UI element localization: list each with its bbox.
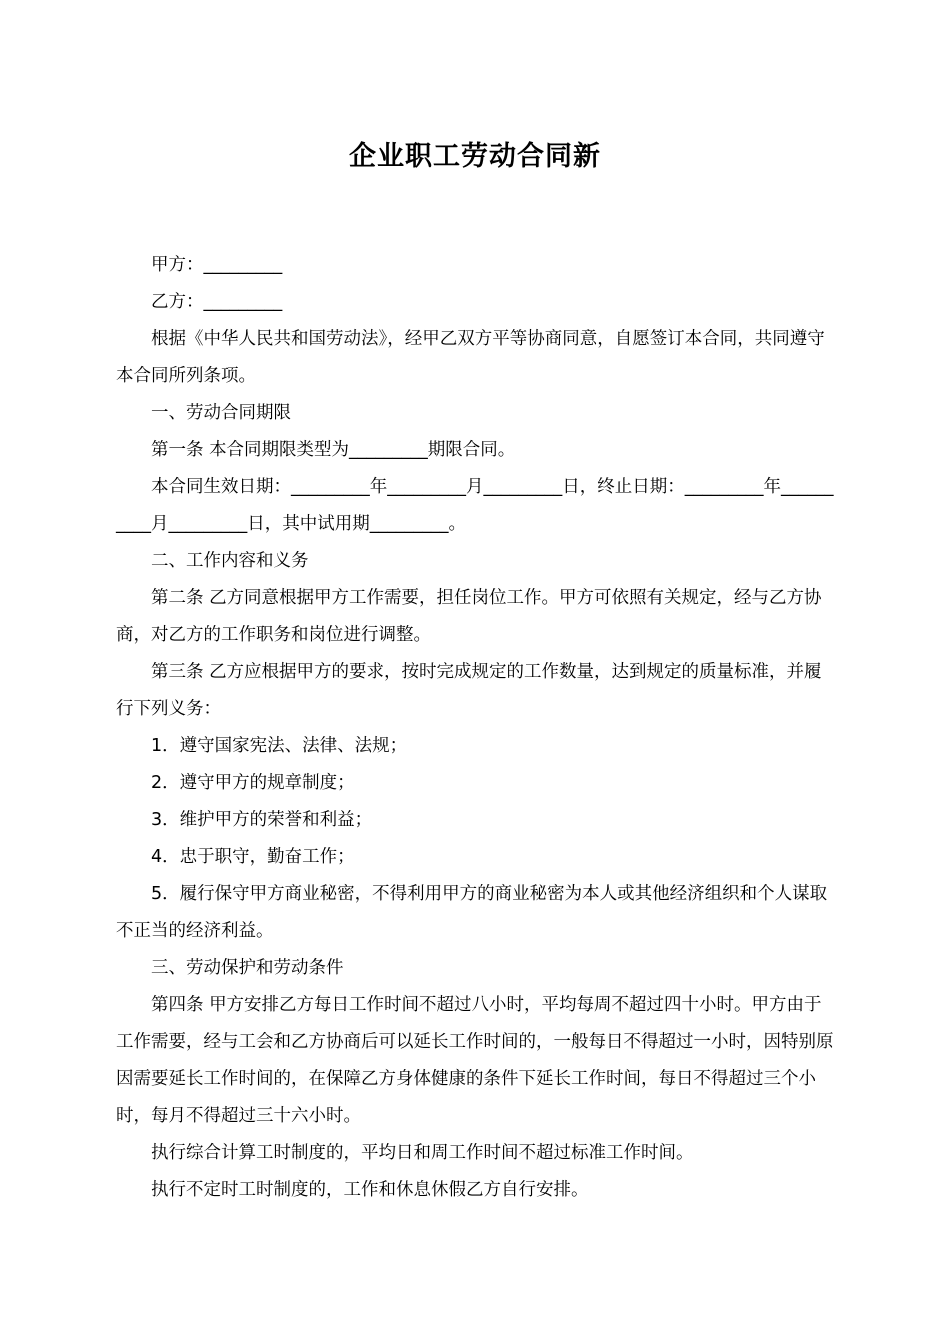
article-1: 第一条 本合同期限类型为_________期限合同。	[151, 440, 516, 460]
preamble-paragraph: 根据《中华人民共和国劳动法》，经甲乙双方平等协商同意，自愿签订本合同，共同遵守本合同所列条项。	[116, 329, 825, 386]
duty-item-5: 5．履行保守甲方商业秘密，不得利用甲方的商业秘密为本人或其他经济组织和个人谋取不正当的经济利益。	[116, 884, 828, 941]
article-2: 第二条 乙方同意根据甲方工作需要，担任岗位工作。甲方可依照有关规定，经与乙方协商，对乙方的工作职务和岗位进行调整。	[116, 588, 822, 645]
duty-item-2: 2．遵守甲方的规章制度；	[151, 773, 355, 793]
document-body	[116, 247, 836, 1209]
article-4: 第四条 甲方安排乙方每日工作时间不超过八小时，平均每周不超过四十小时。甲方由于工作需要，经与工会和乙方协商后可以延长工作时间的，一般每日不得超过一小时，因特别原因需要延长工作时间的，在保障乙方身体健康的条件下延长工作时间，每日不得超过三个小时，每月不得超过三十六小时。	[116, 995, 834, 1126]
flexible-hours-paragraph: 执行不定时工时制度的，工作和休息休假乙方自行安排。	[151, 1180, 589, 1200]
duty-item-1: 1．遵守国家宪法、法律、法规；	[151, 736, 408, 756]
comprehensive-hours-paragraph: 执行综合计算工时制度的，平均日和周工作时间不超过标准工作时间。	[151, 1143, 694, 1163]
section-heading-3: 三、劳动保护和劳动条件	[151, 958, 344, 978]
contract-dates-paragraph: 本合同生效日期：_________年_________月_________日，终止日期：_________年__________月_________日，其中试用期_________。	[116, 477, 834, 534]
duty-item-4: 4．忠于职守，勤奋工作；	[151, 847, 355, 867]
article-3: 第三条 乙方应根据甲方的要求，按时完成规定的工作数量，达到规定的质量标准，并履行下列义务：	[116, 662, 822, 719]
duty-item-3: 3．维护甲方的荣誉和利益；	[151, 810, 373, 830]
section-heading-2: 二、工作内容和义务	[151, 551, 309, 571]
party-b-line: 乙方：_________	[151, 292, 283, 312]
document-title: 企业职工劳动合同新	[349, 141, 601, 172]
section-heading-1: 一、劳动合同期限	[151, 403, 291, 423]
party-a-line: 甲方：_________	[151, 255, 283, 275]
